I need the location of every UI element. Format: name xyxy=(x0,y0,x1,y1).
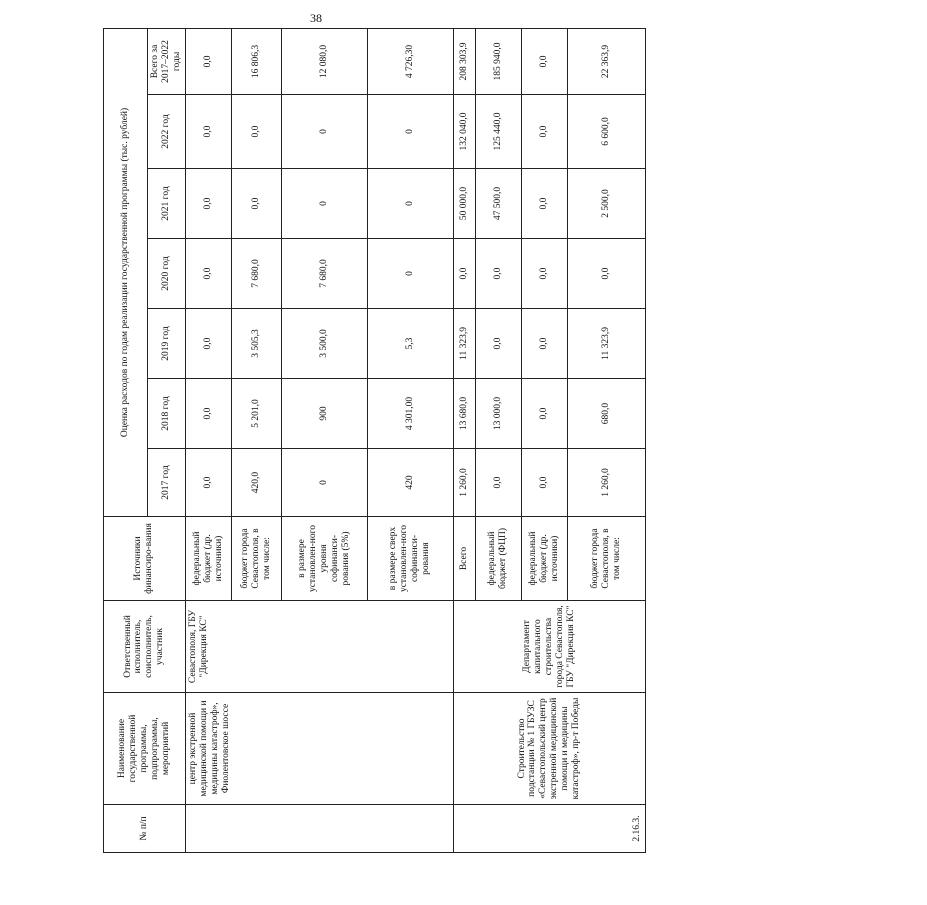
cell-value-total: 4 726,30 xyxy=(367,28,453,94)
cell-value: 7 680,0 xyxy=(231,239,281,309)
budget-table xyxy=(103,28,646,853)
cell-value: 0 xyxy=(281,169,367,239)
header-name: Наименование государственной программы, подпрограммы, мероприятий xyxy=(104,693,186,805)
header-num: № п/п xyxy=(104,805,186,853)
cell-value: 0,0 xyxy=(185,169,231,239)
cell-value: 11 323,9 xyxy=(453,309,475,379)
cell-value: 4 301,00 xyxy=(367,379,453,449)
cell-value: 3 505,3 xyxy=(231,309,281,379)
header-year: 2022 год xyxy=(148,95,186,169)
cell-value: 0,0 xyxy=(185,239,231,309)
cell-source: федеральный бюджет (др. источники) xyxy=(521,517,567,601)
cell-value: 2 500,0 xyxy=(567,169,645,239)
cell-value: 47 500,0 xyxy=(475,169,521,239)
cell-value-total: 185 940,0 xyxy=(475,28,521,94)
header-year: 2021 год xyxy=(148,169,186,239)
header-responsible: Ответственный исполнитель, соисполнитель, участник xyxy=(104,601,186,693)
table-row xyxy=(185,28,231,852)
cell-source: бюджет города Севастополя, в том числе: xyxy=(231,517,281,601)
cell-source: федеральный бюджет (др. источники) xyxy=(185,517,231,601)
cell-num: 2.16.3. xyxy=(453,805,645,853)
cell-value: 50 000,0 xyxy=(453,169,475,239)
cell-value: 0,0 xyxy=(521,449,567,517)
header-estimate: Оценка расходов по годам реализации государственной программы (тыс. рублей) xyxy=(104,28,148,516)
cell-value: 6 600,0 xyxy=(567,95,645,169)
cell-num xyxy=(185,805,453,853)
cell-value: 420 xyxy=(367,449,453,517)
cell-value: 420,0 xyxy=(231,449,281,517)
cell-value-total: 22 363,9 xyxy=(567,28,645,94)
cell-value: 0,0 xyxy=(475,309,521,379)
cell-value: 0,0 xyxy=(453,239,475,309)
rotated-table-content xyxy=(103,29,642,853)
cell-source: в размере установлен-ного уровня софинанси-рования (5%) xyxy=(281,517,367,601)
cell-value: 13 000,0 xyxy=(475,379,521,449)
page-number: 38 xyxy=(310,11,322,25)
cell-value: 0 xyxy=(367,95,453,169)
cell-value: 7 680,0 xyxy=(281,239,367,309)
cell-value: 0,0 xyxy=(475,239,521,309)
header-year: 2020 год xyxy=(148,239,186,309)
cell-value: 0,0 xyxy=(521,239,567,309)
cell-value: 3 500,0 xyxy=(281,309,367,379)
cell-name: центр экстренной медицинской помощи и медицины катастроф», Фиолентовское шоссе xyxy=(185,693,453,805)
cell-value: 680,0 xyxy=(567,379,645,449)
header-year: 2018 год xyxy=(148,379,186,449)
cell-responsible: Севастополя, ГБУ "Дирекция КС" xyxy=(185,601,453,693)
cell-responsible: Департамент капитального строительства города Севастополя, ГБУ "Дирекция КС" xyxy=(453,601,645,693)
cell-source: федеральный бюджет (ФЦП) xyxy=(475,517,521,601)
cell-value-total: 12 080,0 xyxy=(281,28,367,94)
cell-value: 0,0 xyxy=(521,95,567,169)
cell-value: 0,0 xyxy=(185,309,231,379)
cell-value-total: 0,0 xyxy=(185,28,231,94)
cell-name: Строительство подстанции № 1 ГБУЗС «Севастопольский центр экстренной медицинской помощи и медицины катастроф», пр-т Победы xyxy=(453,693,645,805)
cell-value-total: 208 303,9 xyxy=(453,28,475,94)
cell-value-total: 0,0 xyxy=(521,28,567,94)
header-year: 2017 год xyxy=(148,449,186,517)
header-row-top xyxy=(104,28,148,852)
header-year-total: Всего за 2017–2022 годы xyxy=(148,28,186,94)
cell-value-total: 16 806,3 xyxy=(231,28,281,94)
cell-value: 0,0 xyxy=(521,309,567,379)
cell-value: 0,0 xyxy=(185,95,231,169)
cell-value: 0 xyxy=(367,169,453,239)
rotated-table-frame xyxy=(103,29,927,842)
cell-value: 900 xyxy=(281,379,367,449)
header-year: 2019 год xyxy=(148,309,186,379)
cell-value: 0,0 xyxy=(521,169,567,239)
header-source: Источники финансиро-вания xyxy=(104,517,186,601)
table-row xyxy=(453,28,475,852)
cell-value: 5 201,0 xyxy=(231,379,281,449)
cell-value: 0,0 xyxy=(567,239,645,309)
cell-value: 1 260,0 xyxy=(567,449,645,517)
cell-value: 11 323,9 xyxy=(567,309,645,379)
cell-value: 0 xyxy=(281,449,367,517)
cell-value: 0,0 xyxy=(231,95,281,169)
cell-value: 132 040,0 xyxy=(453,95,475,169)
cell-value: 0,0 xyxy=(475,449,521,517)
cell-value: 0 xyxy=(281,95,367,169)
cell-value: 0 xyxy=(367,239,453,309)
cell-value: 5,3 xyxy=(367,309,453,379)
cell-source: в размере сверх установлен-ного софинанси-рования xyxy=(367,517,453,601)
cell-value: 0,0 xyxy=(521,379,567,449)
cell-value: 0,0 xyxy=(185,449,231,517)
cell-value: 13 680,0 xyxy=(453,379,475,449)
cell-value: 0,0 xyxy=(231,169,281,239)
cell-source: бюджет города Севастополя, в том числе: xyxy=(567,517,645,601)
cell-value: 1 260,0 xyxy=(453,449,475,517)
cell-value: 125 440,0 xyxy=(475,95,521,169)
cell-value: 0,0 xyxy=(185,379,231,449)
cell-source: Всего xyxy=(453,517,475,601)
